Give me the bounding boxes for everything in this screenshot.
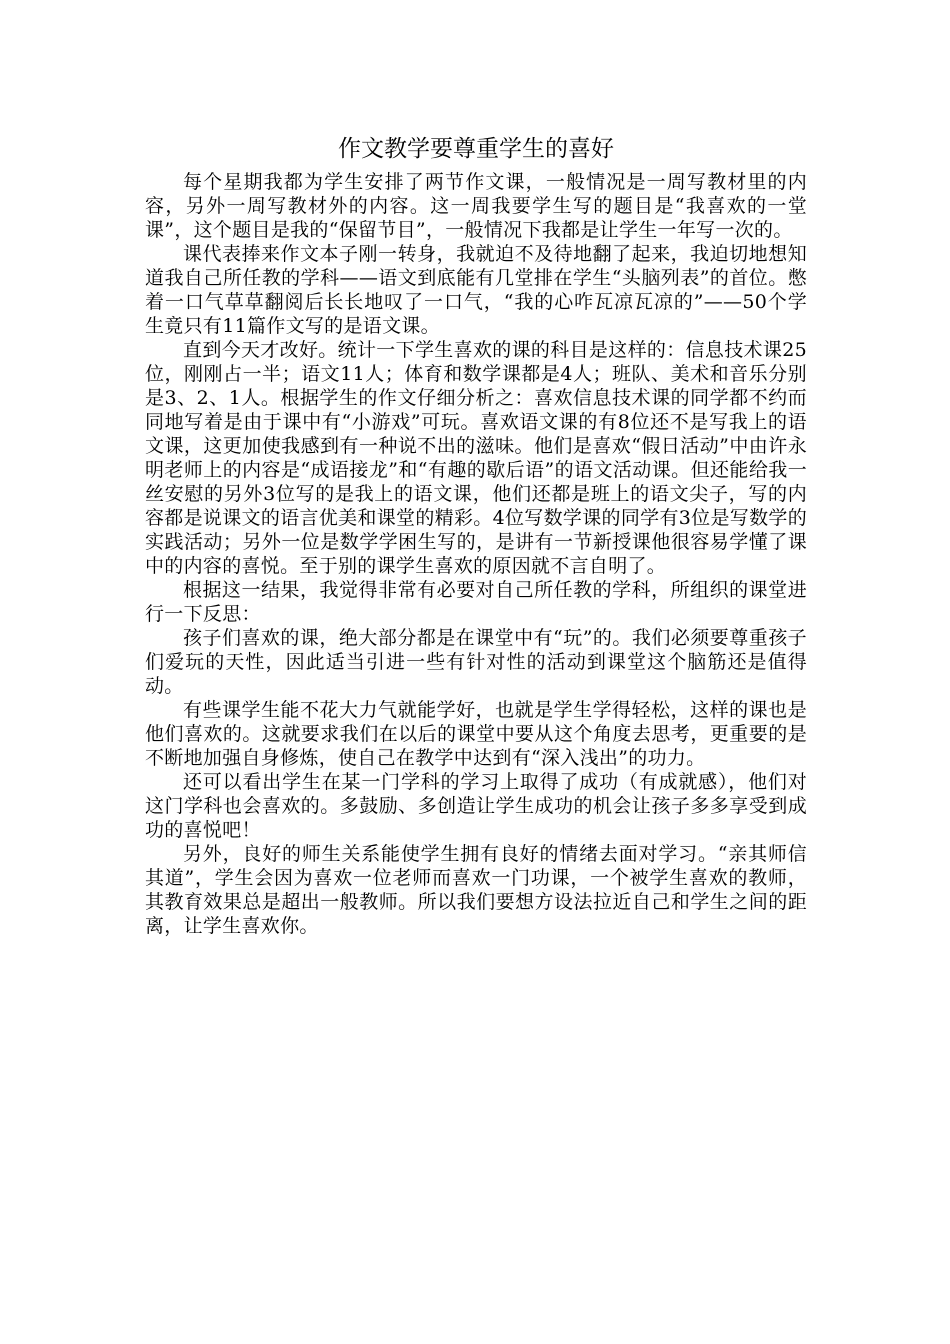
paragraph-4: 根据这一结果，我觉得非常有必要对自己所任教的学科，所组织的课堂进行一下反思：	[145, 579, 807, 625]
paragraph-3: 直到今天才改好。统计一下学生喜欢的课的科目是这样的：信息技术课25位，刚刚占一半；语文11人；体育和数学课都是4人；班队、美术和音乐分别是3、2、1人。根据学生的作文仔细分析之：喜欢信息技术课的同学都不约而同地写着是由于课中有“小游戏”可玩。喜欢语文课的有8位还不是写我上的语文课，这更加使我感到有一种说不出的滋味。他们是喜欢“假日活动”中由许永明老师上的内容是“成语接龙”和“有趣的歇后语”的语文活动课。但还能给我一丝安慰的另外3位写的是我上的语文课，他们还都是班上的语文尖子，写的内容都是说课文的语言优美和课堂的精彩。4位写数学课的同学有3位是写数学的实践活动；另外一位是数学学困生写的，是讲有一节新授课他很容易学懂了课中的内容的喜悦。至于别的课学生喜欢的原因就不言自明了。	[145, 339, 807, 577]
document-body	[145, 132, 807, 938]
paragraph-7: 还可以看出学生在某一门学科的学习上取得了成功（有成就感），他们对这门学科也会喜欢的。多鼓励、多创造让学生成功的机会让孩子多多享受到成功的喜悦吧！	[145, 771, 807, 841]
document-title: 作文教学要尊重学生的喜好	[338, 136, 614, 162]
paragraph-2: 课代表捧来作文本子刚一转身，我就迫不及待地翻了起来，我迫切地想知道我自己所任教的学科——语文到底能有几堂排在学生“头脑列表”的首位。憋着一口气草草翻阅后长长地叹了一口气，“我的心咋瓦凉瓦凉的”——50个学生竟只有11篇作文写的是语文课。	[145, 243, 807, 337]
paragraph-5: 孩子们喜欢的课，绝大部分都是在课堂中有“玩”的。我们必须要尊重孩子们爱玩的天性，因此适当引进一些有针对性的活动到课堂这个脑筋还是值得动。	[145, 627, 807, 697]
paragraph-1: 每个星期我都为学生安排了两节作文课，一般情况是一周写教材里的内容，另外一周写教材外的内容。这一周我要学生写的题目是“我喜欢的一堂课”，这个题目是我的“保留节目”，一般情况下我都是让学生一年写一次的。	[145, 171, 807, 241]
paragraph-6: 有些课学生能不花大力气就能学好，也就是学生学得轻松，这样的课也是他们喜欢的。这就要求我们在以后的课堂中要从这个角度去思考，更重要的是不断地加强自身修炼，使自己在教学中达到有“深入浅出”的功力。	[145, 699, 807, 769]
paragraph-8: 另外，良好的师生关系能使学生拥有良好的情绪去面对学习。“亲其师信其道”，学生会因为喜欢一位老师而喜欢一门功课，一个被学生喜欢的教师，其教育效果总是超出一般教师。所以我们要想方设法拉近自己和学生之间的距离，让学生喜欢你。	[145, 843, 807, 937]
